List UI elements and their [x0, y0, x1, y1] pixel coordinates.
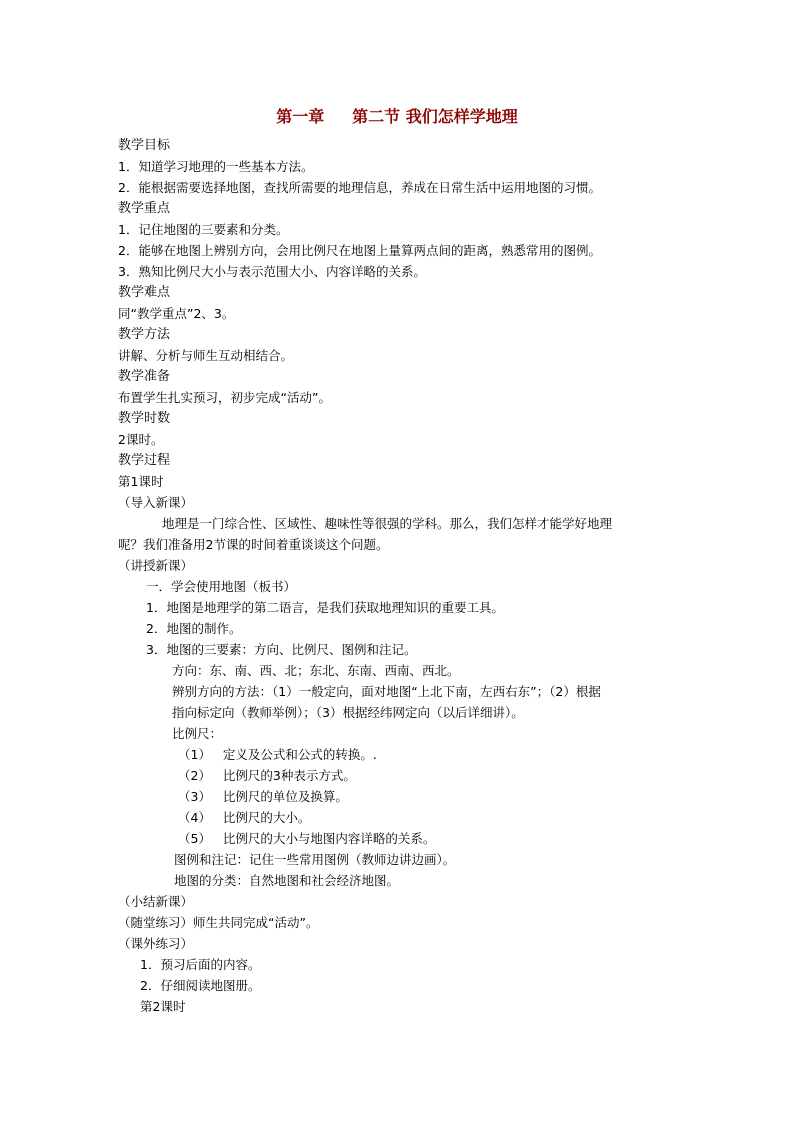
text-line: 1．记住地图的三要素和分类。	[118, 222, 289, 237]
text-line: 辨别方向的方法：（1）一般定向，面对地图“上北下南，左西右东”；（2）根据	[172, 684, 601, 699]
text-line: （随堂练习）师生共同完成“活动”。	[118, 915, 319, 930]
text-line: （1） 定义及公式和公式的转换。.	[178, 747, 377, 762]
section-heading-key-points: 教学重点	[118, 201, 171, 216]
text-line: 地图的分类：自然地图和社会经济地图。	[174, 873, 400, 888]
text-line: 2．地图的制作。	[146, 621, 242, 636]
section-heading-process: 教学过程	[118, 453, 171, 468]
text-line: 2．能够在地图上辨别方向，会用比例尺在地图上量算两点间的距离，熟悉常用的图例。	[118, 243, 601, 258]
section-heading-preparation: 教学准备	[118, 369, 171, 384]
text-line: 比例尺：	[172, 726, 223, 741]
text-line: 地理是一门综合性、区域性、趣味性等很强的学科。那么，我们怎样才能学好地理	[162, 516, 613, 531]
section-heading-methods: 教学方法	[118, 327, 171, 342]
text-line: （课外练习）	[118, 936, 194, 951]
text-line: 2．能根据需要选择地图，查找所需要的地理信息，养成在日常生活中运用地图的习惯。	[118, 180, 601, 195]
text-line: 讲解、分析与师生互动相结合。	[118, 348, 294, 363]
text-line: （2） 比例尺的3种表示方式。	[178, 768, 356, 783]
text-line: 一．学会使用地图（板书）	[146, 579, 297, 594]
text-line: 同“教学重点”2、3。	[118, 306, 235, 321]
text-line: （5） 比例尺的大小与地图内容详略的关系。	[178, 831, 436, 846]
text-line: 2．仔细阅读地图册。	[140, 978, 261, 993]
text-line: （讲授新课）	[118, 558, 194, 573]
text-line: 指向标定向（教师举例）；（3）根据经纬网定向（以后详细讲）。	[172, 705, 524, 720]
text-line: （4） 比例尺的大小。	[178, 810, 311, 825]
text-line: 3．地图的三要素：方向、比例尺、图例和注记。	[146, 642, 417, 657]
text-line: 呢？我们准备用2节课的时间着重谈谈这个问题。	[118, 537, 389, 552]
text-line: 布置学生扎实预习，初步完成“活动”。	[118, 390, 331, 405]
text-line: （3） 比例尺的单位及换算。	[178, 789, 348, 804]
text-line: 2课时。	[118, 432, 164, 447]
section-heading-difficulties: 教学难点	[118, 285, 171, 300]
text-line: 1．预习后面的内容。	[140, 957, 261, 972]
text-line: 第2课时	[140, 999, 186, 1014]
text-line: 3．熟知比例尺大小与表示范围大小、内容详略的关系。	[118, 264, 426, 279]
text-line: 1．地图是地理学的第二语言，是我们获取地理知识的重要工具。	[146, 600, 504, 615]
text-line: 1．知道学习地理的一些基本方法。	[118, 159, 314, 174]
document-title: 第一章 第二节 我们怎样学地理	[276, 107, 518, 126]
text-line: 第1课时	[118, 474, 164, 489]
text-line: （导入新课）	[118, 495, 194, 510]
section-heading-objectives: 教学目标	[118, 138, 171, 153]
text-line: 图例和注记：记住一些常用图例（教师边讲边画）。	[174, 852, 456, 867]
section-heading-hours: 教学时数	[118, 411, 171, 426]
text-line: 方向：东、南、西、北；东北、东南、西南、西北。	[172, 663, 460, 678]
text-line: （小结新课）	[118, 894, 194, 909]
